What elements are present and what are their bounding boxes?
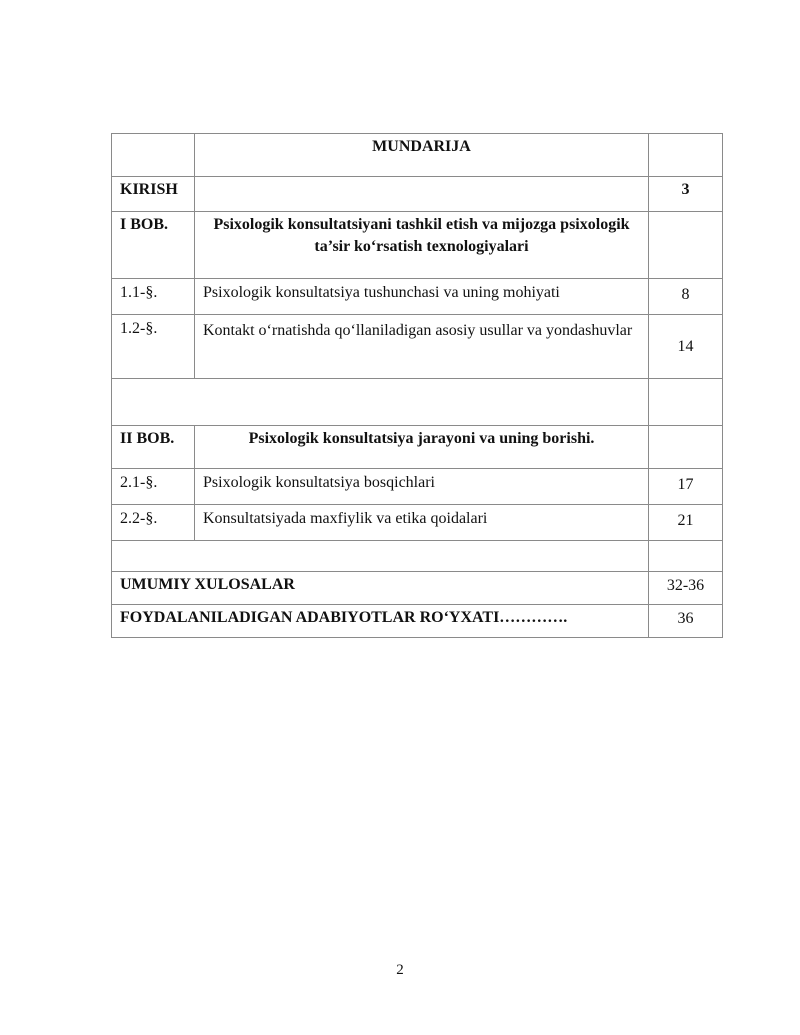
empty-cell: [649, 379, 723, 426]
toc-row-section-1-2: [112, 315, 723, 379]
empty-cell: [649, 134, 723, 177]
chapter-1-title: Psixologik konsultatsiyani tashkil etish va mijozga psixologik ta’sir ko‘rsatish texnologiyalari: [195, 212, 649, 279]
empty-cell: [112, 541, 649, 572]
chapter-2-label: II BOB.: [112, 426, 195, 469]
chapter-2-title: Psixologik konsultatsiya jarayoni va uning borishi.: [195, 426, 649, 469]
conclusion-page: 32-36: [649, 572, 723, 605]
section-1-1-title: Psixologik konsultatsiya tushunchasi va uning mohiyati: [195, 279, 649, 315]
toc-row-chapter-1: [112, 212, 723, 279]
empty-cell: [649, 426, 723, 469]
toc-title-row: [112, 134, 723, 177]
toc-row-section-1-1: [112, 279, 723, 315]
section-1-2-number: 1.2-§.: [112, 315, 195, 379]
conclusion-label: UMUMIY XULOSALAR: [112, 572, 649, 605]
section-1-1-number: 1.1-§.: [112, 279, 195, 315]
references-label: FOYDALANILADIGAN ADABIYOTLAR RO‘YXATI………….: [112, 605, 649, 638]
chapter-1-label: I BOB.: [112, 212, 195, 279]
section-2-1-number: 2.1-§.: [112, 469, 195, 505]
section-1-1-page: 8: [649, 279, 723, 315]
section-2-1-title: Psixologik konsultatsiya bosqichlari: [195, 469, 649, 505]
empty-cell: [649, 212, 723, 279]
toc-row-chapter-2: [112, 426, 723, 469]
empty-cell: [649, 541, 723, 572]
section-1-2-title: Kontakt o‘rnatishda qo‘llaniladigan asosiy usullar va yondashuvlar: [195, 315, 649, 379]
toc-title: MUNDARIJA: [195, 134, 649, 177]
section-2-1-page: 17: [649, 469, 723, 505]
section-2-2-page: 21: [649, 505, 723, 541]
intro-page: 3: [649, 177, 723, 212]
toc-spacer-row: [112, 541, 723, 572]
intro-label: KIRISH: [112, 177, 195, 212]
section-2-2-number: 2.2-§.: [112, 505, 195, 541]
toc-row-conclusion: [112, 572, 723, 605]
page-number: 2: [396, 962, 404, 978]
section-1-2-page: 14: [649, 315, 723, 379]
empty-cell: [195, 177, 649, 212]
toc-row-section-2-2: [112, 505, 723, 541]
toc-row-references: [112, 605, 723, 638]
toc-row-section-2-1: [112, 469, 723, 505]
empty-cell: [112, 379, 649, 426]
toc-row-intro: [112, 177, 723, 212]
table-of-contents: [111, 133, 723, 638]
empty-cell: [112, 134, 195, 177]
section-2-2-title: Konsultatsiyada maxfiylik va etika qoidalari: [195, 505, 649, 541]
toc-spacer-row: [112, 379, 723, 426]
references-page: 36: [649, 605, 723, 638]
